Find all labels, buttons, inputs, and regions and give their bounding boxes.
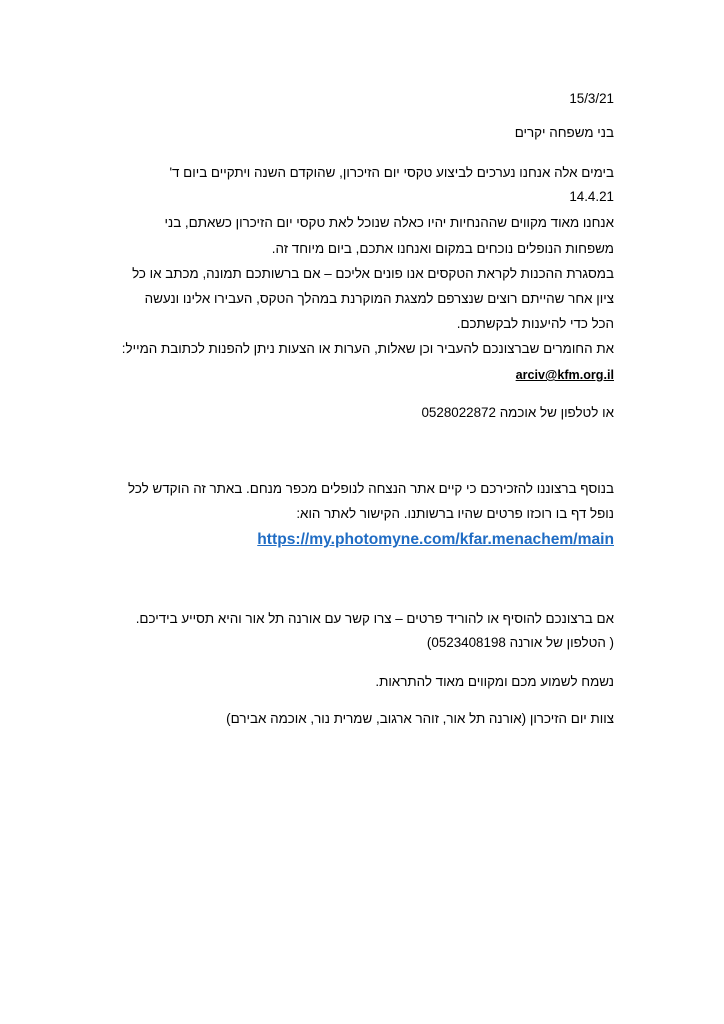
paragraph-2-line-2: משפחות הנופלים נוכחים במקום ואנחנו אתכם, ביום מיוחד זה. [271, 241, 614, 256]
paragraph-3-line-2: ציון אחר שהייתם רוצים שנצרפם למצגת המוקרנת במהלך הטקס, העבירו אלינו ונעשה [144, 291, 614, 306]
phone-line: או לטלפון של אוכמה 0528022872 [421, 405, 614, 420]
paragraph-2-line-1: אנחנו מאוד מקווים שההנחיות יהיו כאלה שנוכל לאת טקסי יום הזיכרון כשאתם, בני [164, 215, 614, 230]
paragraph-5-line-1: בנוסף ברצוננו להזכירכם כי קיים אתר הנצחה לנופלים מכפר מנחם. באתר זה הוקדש לכל [128, 481, 614, 496]
letter-date: 15/3/21 [569, 91, 614, 106]
memorial-site-link[interactable]: https://my.photomyne.com/kfar.menachem/main [257, 531, 614, 548]
paragraph-6-line-2: ( הטלפון של אורנה 0523408198) [426, 635, 614, 650]
closing-line: נשמח לשמוע מכם ומקווים מאוד להתראות. [375, 674, 614, 689]
signature-line: צוות יום הזיכרון (אורנה תל אור, זוהר ארגוב, שמרית נור, אוכמה אבירם) [226, 711, 614, 726]
paragraph-6-line-1: אם ברצונכם להוסיף או להוריד פרטים – צרו קשר עם אורנה תל אור והיא תסייע בידיכם. [135, 611, 614, 626]
paragraph-1-line-2: 14.4.21 [569, 189, 614, 204]
paragraph-5-line-2: נופל דף בו רוכזו פרטים שהיו ברשותנו. הקישור לאתר הוא: [296, 506, 614, 521]
letter-greeting: בני משפחה יקרים [514, 125, 614, 140]
paragraph-3-line-1: במסגרת ההכנות לקראת הטקסים אנו פונים אליכם – אם ברשותכם תמונה, מכתב או כל [132, 266, 614, 281]
paragraph-4-line-1: את החומרים שברצונכם להעביר וכן שאלות, הערות או הצעות ניתן להפנות לכתובת המייל: [121, 341, 614, 356]
paragraph-1-line-1: בימים אלה אנחנו נערכים לביצוע טקסי יום הזיכרון, שהוקדם השנה ויתקיים ביום ד' [169, 165, 614, 180]
paragraph-3-line-3: הכל כדי להיענות לבקשתכם. [456, 316, 614, 331]
email-link[interactable]: arciv@kfm.org.il [515, 368, 614, 382]
